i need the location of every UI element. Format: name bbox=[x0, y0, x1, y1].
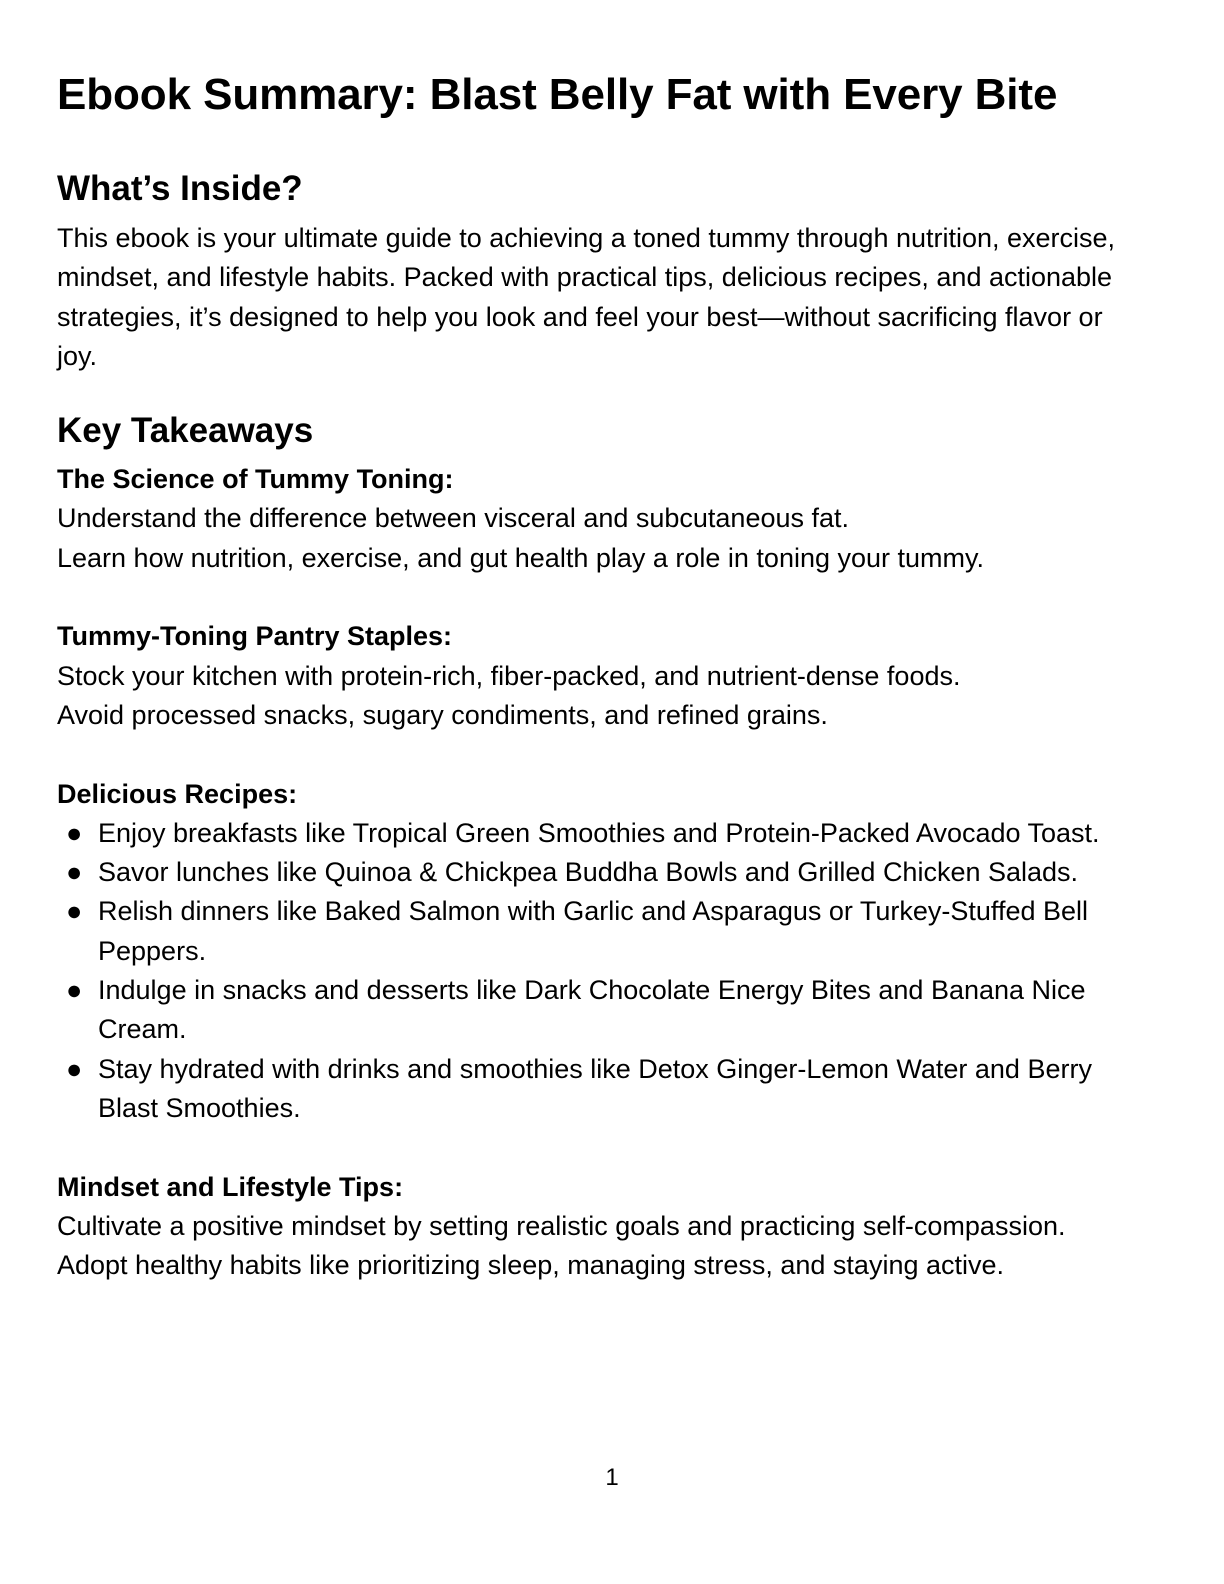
recipes-section bbox=[57, 775, 1147, 1129]
list-item-text: Enjoy breakfasts like Tropical Green Smoothies and Protein-Packed Avocado Toast. bbox=[98, 817, 1100, 848]
pantry-line: Stock your kitchen with protein-rich, fiber-packed, and nutrient-dense foods. bbox=[57, 660, 961, 691]
list-item-text: Indulge in snacks and desserts like Dark Chocolate Energy Bites and Banana Nice Cream. bbox=[98, 975, 1086, 1045]
list-item-text: Stay hydrated with drinks and smoothies like Detox Ginger-Lemon Water and Berry Blast Smoothies. bbox=[98, 1053, 1092, 1123]
pantry-section bbox=[57, 617, 1147, 735]
science-section bbox=[57, 460, 1147, 578]
bullet-icon: ● bbox=[66, 1053, 83, 1084]
page-title: Ebook Summary: Blast Belly Fat with Every Bite bbox=[57, 70, 1058, 119]
mindset-line: Cultivate a positive mindset by setting realistic goals and practicing self-compassion. bbox=[57, 1210, 1066, 1241]
whats-inside-heading: What’s Inside? bbox=[57, 169, 303, 208]
list-item bbox=[57, 892, 1147, 971]
recipes-heading: Delicious Recipes: bbox=[57, 778, 298, 809]
list-item bbox=[57, 1050, 1147, 1129]
list-item bbox=[57, 853, 1147, 892]
list-item-text: Relish dinners like Baked Salmon with Garlic and Asparagus or Turkey-Stuffed Bell Peppers. bbox=[98, 896, 1088, 966]
mindset-heading: Mindset and Lifestyle Tips: bbox=[57, 1171, 404, 1202]
list-item-text: Savor lunches like Quinoa & Chickpea Buddha Bowls and Grilled Chicken Salads. bbox=[98, 857, 1079, 888]
intro-paragraph: This ebook is your ultimate guide to achieving a toned tummy through nutrition, exercise, mindset, and lifestyle habits. Packed with practical tips, delicious recipes, and actionable strategies, it’s designed to help you look and feel your best—without sacrificing flavor or joy. bbox=[57, 223, 1116, 371]
pantry-line: Avoid processed snacks, sugary condiments, and refined grains. bbox=[57, 699, 828, 730]
list-item bbox=[57, 814, 1147, 853]
bullet-icon: ● bbox=[66, 975, 83, 1006]
bullet-icon: ● bbox=[66, 857, 83, 888]
mindset-section bbox=[57, 1168, 1147, 1286]
document-page bbox=[57, 66, 1147, 1285]
science-heading: The Science of Tummy Toning: bbox=[57, 464, 454, 495]
bullet-icon: ● bbox=[66, 817, 83, 848]
list-item bbox=[57, 971, 1147, 1050]
science-line: Understand the difference between visceral and subcutaneous fat. bbox=[57, 503, 850, 534]
recipes-list bbox=[57, 814, 1147, 1128]
page-number: 1 bbox=[605, 1464, 619, 1491]
bullet-icon: ● bbox=[66, 896, 83, 927]
pantry-heading: Tummy-Toning Pantry Staples: bbox=[57, 621, 453, 652]
mindset-line: Adopt healthy habits like prioritizing sleep, managing stress, and staying active. bbox=[57, 1250, 1005, 1281]
science-line: Learn how nutrition, exercise, and gut health play a role in toning your tummy. bbox=[57, 542, 985, 573]
key-takeaways-heading: Key Takeaways bbox=[57, 411, 314, 451]
